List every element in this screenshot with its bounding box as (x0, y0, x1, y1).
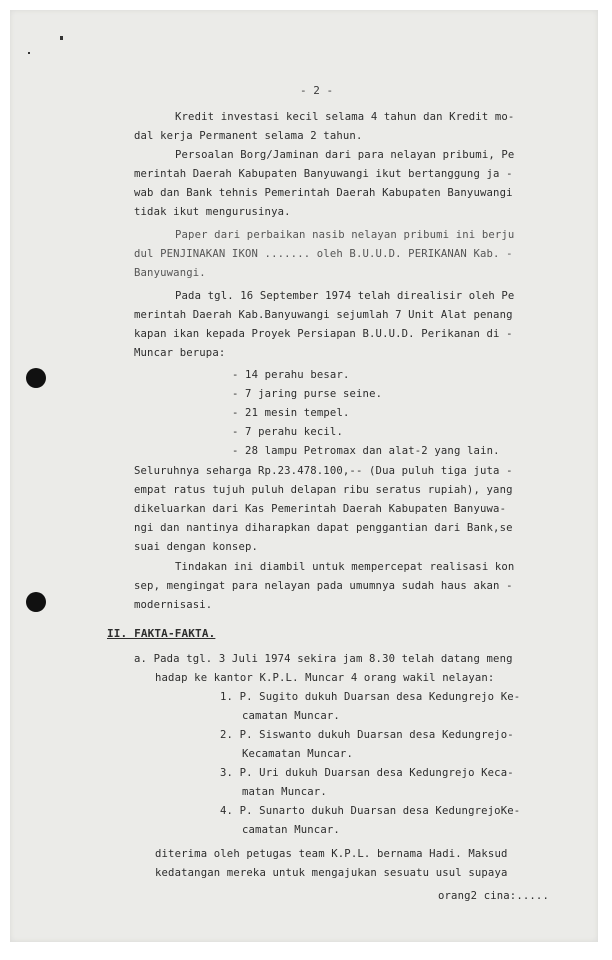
ink-speck (28, 52, 30, 54)
paragraph-line: dal kerja Permanent selama 2 tahun. (134, 130, 363, 142)
paragraph-line: Persoalan Borg/Jaminan dari para nelayan pribumi, Pe (175, 149, 515, 161)
representative-line: Kecamatan Muncar. (242, 748, 353, 760)
paragraph-line: sep, mengingat para nelayan pada umumnya sudah haus akan - (134, 580, 513, 592)
paragraph-line: diterima oleh petugas team K.P.L. bernama Hadi. Maksud (155, 848, 508, 860)
equipment-item: - 14 perahu besar. (232, 369, 350, 381)
paragraph-line: Paper dari perbaikan nasib nelayan pribumi ini berju (175, 229, 515, 241)
representative-line: 2. P. Siswanto dukuh Duarsan desa Kedungrejo- (220, 729, 514, 741)
paragraph-line: merintah Daerah Kabupaten Banyuwangi ikut bertanggung ja - (134, 168, 513, 180)
document-page (10, 10, 598, 942)
paragraph-line: Banyuwangi. (134, 267, 206, 279)
paragraph-line: Tindakan ini diambil untuk mempercepat realisasi kon (175, 561, 515, 573)
representative-line: matan Muncar. (242, 786, 327, 798)
representative-line: 3. P. Uri dukuh Duarsan desa Kedungrejo Keca- (220, 767, 514, 779)
ink-speck (60, 36, 63, 40)
paragraph-line: kedatangan mereka untuk mengajukan sesuatu usul supaya (155, 867, 508, 879)
continuation-catchword: orang2 cina:..... (438, 890, 549, 902)
equipment-item: - 28 lampu Petromax dan alat-2 yang lain. (232, 445, 500, 457)
paragraph-line: dul PENJINAKAN IKON ....... oleh B.U.U.D. PERIKANAN Kab. - (134, 248, 513, 260)
equipment-item: - 7 perahu kecil. (232, 426, 343, 438)
representative-line: camatan Muncar. (242, 710, 340, 722)
paragraph-line: kapan ikan kepada Proyek Persiapan B.U.U.D. Perikanan di - (134, 328, 513, 340)
punch-hole (26, 592, 46, 612)
paragraph-line: modernisasi. (134, 599, 213, 611)
list-item-line: a. Pada tgl. 3 Juli 1974 sekira jam 8.30 telah datang meng (134, 653, 513, 665)
equipment-item: - 7 jaring purse seine. (232, 388, 383, 400)
representative-line: 1. P. Sugito dukuh Duarsan desa Kedungrejo Ke- (220, 691, 521, 703)
paragraph-line: merintah Daerah Kab.Banyuwangi sejumlah 7 Unit Alat penang (134, 309, 513, 321)
equipment-item: - 21 mesin tempel. (232, 407, 350, 419)
page-number: - 2 - (300, 84, 334, 97)
paragraph-line: wab dan Bank tehnis Pemerintah Daerah Kabupaten Banyuwangi (134, 187, 513, 199)
paragraph-line: Muncar berupa: (134, 347, 226, 359)
paragraph-line: dikeluarkan dari Kas Pemerintah Daerah Kabupaten Banyuwa- (134, 503, 507, 515)
punch-hole (26, 368, 46, 388)
representative-line: 4. P. Sunarto dukuh Duarsan desa KedungrejoKe- (220, 805, 521, 817)
paragraph-line: Kredit investasi kecil selama 4 tahun dan Kredit mo- (175, 111, 515, 123)
paragraph-line: Seluruhnya seharga Rp.23.478.100,-- (Dua puluh tiga juta - (134, 465, 513, 477)
paragraph-line: ngi dan nantinya diharapkan dapat penggantian dari Bank,se (134, 522, 513, 534)
representative-line: camatan Muncar. (242, 824, 340, 836)
section-heading: II. FAKTA-FAKTA. (107, 627, 216, 640)
paragraph-line: suai dengan konsep. (134, 541, 259, 553)
list-item-line: hadap ke kantor K.P.L. Muncar 4 orang wakil nelayan: (155, 672, 495, 684)
paragraph-line: empat ratus tujuh puluh delapan ribu seratus rupiah), yang (134, 484, 513, 496)
paragraph-line: Pada tgl. 16 September 1974 telah direalisir oleh Pe (175, 290, 515, 302)
paragraph-line: tidak ikut mengurusinya. (134, 206, 291, 218)
